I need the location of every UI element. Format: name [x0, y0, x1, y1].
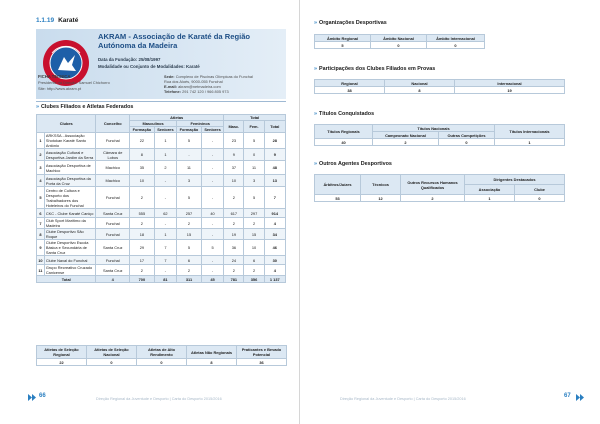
cell-fs: 40 [201, 209, 223, 218]
cell-masc: 617 [224, 209, 244, 218]
tit-outras-header: Outras Competições [439, 132, 495, 139]
cell-ms: - [154, 218, 176, 229]
cell-fem: 0 [244, 149, 264, 161]
club-name: Associação Desportiva da Porta da Cruz [44, 175, 96, 187]
ag-arbitros-value: 53 [315, 195, 361, 202]
cell-total: 30 [264, 256, 285, 265]
section-title [36, 17, 78, 24]
cell-mf: 17 [130, 256, 155, 265]
part-nacional-header: Nacional [385, 80, 455, 87]
cell-mf: 22 [130, 133, 155, 149]
titulos-heading-text: Títulos Conquistados [319, 111, 375, 117]
participacoes-heading-text: Participações dos Clubes Filiados em Provas [319, 66, 436, 72]
orgs-heading-text: Organizações Desportivas [319, 20, 387, 26]
ag-arbitros-header: Árbitros/Juízes [315, 175, 361, 195]
cell-mf: 2 [130, 265, 155, 276]
cell-ff: 5 [177, 187, 202, 209]
association-name: AKRAM - Associação de Karaté da Região Autónoma da Madeira [98, 32, 251, 50]
orgs-internacional-value: 0 [427, 42, 485, 49]
ag-outros-header: Outros Recursos Humanos Qualificados [401, 175, 465, 195]
table-row [37, 265, 286, 276]
participacoes-heading: » Participações dos Clubes Filiados em Provas [314, 66, 436, 72]
cell-total: 28 [264, 133, 285, 149]
foundation-date: Data da Fundação: 25/08/1997 [98, 57, 161, 62]
cell-fs: - [201, 229, 223, 240]
sel-regional-value: 22 [37, 359, 87, 366]
table-row [37, 209, 286, 218]
concelho-cell: Funchal [96, 218, 130, 229]
cell-fem: 11 [244, 161, 264, 175]
club-name: Club Sport Marítimo da Madeira [44, 218, 96, 229]
table-row [37, 218, 286, 229]
col-total: Total [264, 121, 285, 133]
tit-internacionais-header: Títulos Internacionais [495, 125, 565, 139]
part-internacional-value: 19 [455, 87, 565, 94]
titulos-table [314, 124, 565, 146]
row-number: 10 [38, 257, 43, 263]
cell-mf: 18 [130, 229, 155, 240]
cell-total: 9 [264, 149, 285, 161]
total-masc: 781 [224, 276, 244, 283]
table-row [37, 256, 286, 265]
part-internacional-header: Internacional [455, 80, 565, 87]
cell-masc: 9 [224, 149, 244, 161]
tit-campeonato-header: Campeonato Nacional [373, 132, 439, 139]
total-ms: 81 [154, 276, 176, 283]
agentes-heading-text: Outros Agentes Desportivos [319, 161, 392, 167]
cell-fem: 2 [244, 265, 264, 276]
table-row [37, 229, 286, 240]
cell-ms: - [154, 265, 176, 276]
total-fs: 45 [201, 276, 223, 283]
cell-fs: - [201, 187, 223, 209]
row-number: 2 [37, 149, 45, 161]
cell-ff: 257 [177, 209, 202, 218]
cell-fs: - [201, 149, 223, 161]
cell-fem: 297 [244, 209, 264, 218]
concelho-cell: Funchal [96, 229, 130, 240]
cell-mf: 8 [130, 149, 155, 161]
sede-label: Sede: [164, 74, 175, 79]
tit-outras-value: 0 [439, 139, 495, 146]
ag-tecnicos-value: 12 [361, 195, 401, 202]
table-row [37, 175, 286, 187]
page-chevron-icon [576, 393, 585, 402]
clubs-heading: » Clubes Filiados e Atletas Federados [36, 104, 134, 110]
part-nacional-value: 8 [385, 87, 455, 94]
cell-ff: 2 [177, 218, 202, 229]
part-regional-value: 38 [315, 87, 385, 94]
col-total-group: Total [224, 115, 286, 121]
cell-masc: 24 [224, 256, 244, 265]
club-name: Associação Cultural e Desportiva Jardim da Serra [44, 149, 96, 161]
cell-masc: 19 [224, 229, 244, 240]
cell-total: 914 [264, 209, 285, 218]
left-footer-text: Direção Regional da Juventude e Desporto | Carta do Desporto 2015/2016 [96, 397, 222, 401]
clubs-heading-text: Clubes Filiados e Atletas Federados [41, 104, 134, 110]
sede-value: Complexo de Piscinas Olímpicas do Funchal [175, 74, 253, 79]
address: Rua dos Aloés, 9000-055 Funchal [164, 79, 223, 84]
club-name: Grupo Recreativo Cruzado Canicense [44, 265, 96, 276]
cell-mf: 10 [130, 175, 155, 187]
tit-internacionais-value: 1 [495, 139, 565, 146]
total-fem: 356 [244, 276, 264, 283]
row-number: 3 [37, 161, 45, 175]
cell-masc: 2 [224, 218, 244, 229]
cell-ms: 62 [154, 209, 176, 218]
concelho-cell: Funchal [96, 187, 130, 209]
cell-total: 13 [264, 175, 285, 187]
club-name: CKC - Clube Karaté Caniço [44, 209, 96, 218]
concelho-cell: Santa Cruz [96, 265, 130, 276]
cell-total: 34 [264, 229, 285, 240]
orgs-nacional-value: 0 [371, 42, 427, 49]
cell-fem: 5 [244, 187, 264, 209]
row-number: 7 [37, 218, 45, 229]
cell-fs: - [201, 133, 223, 149]
right-page [300, 0, 600, 424]
total-label: Total [37, 276, 96, 283]
table-row [37, 240, 286, 256]
sel-nacional-value: 0 [87, 359, 137, 366]
orgs-nacional-header: Âmbito Nacional [371, 35, 427, 42]
cell-masc: 2 [224, 265, 244, 276]
agentes-table [314, 174, 565, 202]
ag-outros-value: 2 [401, 195, 465, 202]
concelho-cell: Santa Cruz [96, 209, 130, 218]
part-regional-header: Regional [315, 80, 385, 87]
ag-associacao-value: 1 [465, 195, 515, 202]
sel-nacional-header: Atletas de Seleção Nacional [87, 346, 137, 359]
cell-fem: 5 [244, 133, 264, 149]
cell-ff: 15 [177, 229, 202, 240]
participacoes-table [314, 79, 565, 94]
cell-fem: 3 [244, 175, 264, 187]
email-link[interactable]: akram@netmadeira.com [178, 84, 221, 89]
club-name: Clube Desportivo Escola Básica e Secundária de Santa Cruz [44, 240, 96, 256]
orgs-heading: » Organizações Desportivas [314, 20, 387, 26]
row-number: 11 [37, 265, 45, 276]
cell-masc: 2 [224, 187, 244, 209]
email-label: E-mail: [164, 84, 177, 89]
website-link[interactable]: Site: http://www.akram.pt [38, 86, 82, 91]
table-row [37, 161, 286, 175]
selection-table [36, 345, 287, 366]
clubs-table [36, 114, 286, 283]
cell-fs: - [201, 218, 223, 229]
cell-mf: 555 [130, 209, 155, 218]
col-femininos: Femininos [177, 121, 224, 127]
cell-mf: 35 [130, 161, 155, 175]
cell-masc: 23 [224, 133, 244, 149]
nao-regionais-value: 8 [187, 359, 237, 366]
cell-ff: 6 [177, 256, 202, 265]
cell-ms: - [154, 187, 176, 209]
titulos-heading: » Títulos Conquistados [314, 111, 375, 117]
page-chevron-icon [28, 393, 37, 402]
club-name: ARKSSA - Associação Shotokan Karaté Santo António [44, 133, 96, 149]
president: Presidente da Direção: Samuel Chichorro [38, 80, 110, 85]
cell-ff: 5 [177, 133, 202, 149]
tit-nacionais-header: Títulos Nacionais [373, 125, 495, 132]
section-number: 1.1.19 [36, 17, 55, 24]
modality: Modalidade ou Conjunto de Modalidades: Karaté [98, 64, 200, 69]
cell-fem: 10 [244, 240, 264, 256]
cell-fs: - [201, 161, 223, 175]
alto-rendimento-value: 0 [137, 359, 187, 366]
club-name: Clube Desportivo São Roque [44, 229, 96, 240]
cell-fs: - [201, 175, 223, 187]
ag-clube-value: 0 [515, 195, 565, 202]
total-concelho: 4 [96, 276, 130, 283]
cell-ms: 7 [154, 240, 176, 256]
tit-regionais-value: 40 [315, 139, 373, 146]
concelho-cell: Machico [96, 175, 130, 187]
right-page-number: 67 [564, 393, 571, 399]
sel-regional-header: Atletas de Seleção Regional [37, 346, 87, 359]
cell-ff: - [177, 149, 202, 161]
left-page-number: 66 [39, 393, 46, 399]
col-masc-seniores: Seniores [154, 127, 176, 133]
col-masc-formacao: Formação [130, 127, 155, 133]
section-name: Karaté [58, 17, 79, 24]
cell-ms: 1 [154, 229, 176, 240]
cell-fem: 15 [244, 229, 264, 240]
col-clubes: Clubes [37, 115, 96, 133]
cell-ff: 2 [177, 265, 202, 276]
col-fem-formacao: Formação [177, 127, 202, 133]
cell-masc: 36 [224, 240, 244, 256]
col-atletas: Atletas [130, 115, 224, 121]
ag-clube-header: Clube [515, 185, 565, 195]
right-footer-text: Direção Regional da Juventude e Desporto | Carta do Desporto 2015/2016 [340, 397, 466, 401]
orgs-regional-value: 5 [315, 42, 371, 49]
tit-campeonato-value: 2 [373, 139, 439, 146]
cell-total: 7 [264, 187, 285, 209]
cell-total: 4 [264, 265, 285, 276]
row-number: 1 [37, 133, 45, 149]
row-number: 8 [37, 229, 45, 240]
total-mf: 700 [130, 276, 155, 283]
cell-fem: 6 [244, 256, 264, 265]
row-number: 4 [37, 175, 45, 187]
cell-ms: 1 [154, 133, 176, 149]
cell-ms: 2 [154, 161, 176, 175]
cell-fs: - [201, 265, 223, 276]
concelho-cell: Santa Cruz [96, 240, 130, 256]
club-name: Clube Naval do Funchal [44, 256, 96, 265]
phone-value: 291 742 120 / 966 805 973 [182, 89, 229, 94]
orgs-regional-header: Âmbito Regional [315, 35, 371, 42]
cell-ff: 11 [177, 161, 202, 175]
ag-tecnicos-header: Técnicos [361, 175, 401, 195]
row-number: 6 [37, 209, 45, 218]
club-name: Centro de Cultura e Desporto dos Trabalhadores dos Hoteleiros do Funchal [44, 187, 96, 209]
cell-fs: 5 [201, 240, 223, 256]
cell-fs: - [201, 256, 223, 265]
cell-masc: 37 [224, 161, 244, 175]
cell-ff: 5 [177, 240, 202, 256]
praticantes-value: 36 [237, 359, 287, 366]
total-total: 1 137 [264, 276, 285, 283]
cell-masc: 10 [224, 175, 244, 187]
concelho-cell: Funchal [96, 256, 130, 265]
nao-regionais-header: Atletas Não Regionais [187, 346, 237, 359]
card-divider [36, 101, 286, 102]
cell-mf: 2 [130, 187, 155, 209]
table-row [37, 133, 286, 149]
col-masc: Masc. [224, 121, 244, 133]
alto-rendimento-header: Atletas de Alto Rendimento [137, 346, 187, 359]
orgs-table [314, 34, 485, 49]
cell-ms: 7 [154, 256, 176, 265]
phone-label: Telefone: [164, 89, 182, 94]
table-row [37, 149, 286, 161]
tit-regionais-header: Títulos Regionais [315, 125, 373, 139]
cell-total: 46 [264, 240, 285, 256]
technical-sheet-heading: FICHA TÉCNICA [38, 74, 71, 79]
col-fem: Fem. [244, 121, 264, 133]
table-row [37, 187, 286, 209]
ag-associacao-header: Associação [465, 185, 515, 195]
col-masculinos: Masculinos [130, 121, 177, 127]
cell-mf: 2 [130, 218, 155, 229]
col-concelho: Concelho [96, 115, 130, 133]
row-number: 9 [37, 240, 45, 256]
club-name: Associação Desportiva de Machico [44, 161, 96, 175]
col-fem-seniores: Seniores [201, 127, 223, 133]
praticantes-header: Praticantes e Bevado Potencial [237, 346, 287, 359]
cell-ms: - [154, 175, 176, 187]
total-ff: 311 [177, 276, 202, 283]
technical-sheet [36, 74, 286, 100]
ag-dirigentes-header: Dirigentes Destacados [465, 175, 565, 185]
cell-total: 48 [264, 161, 285, 175]
cell-total: 4 [264, 218, 285, 229]
agentes-heading: » Outros Agentes Desportivos [314, 161, 392, 167]
cell-ms: 1 [154, 149, 176, 161]
cell-ff: 3 [177, 175, 202, 187]
cell-mf: 29 [130, 240, 155, 256]
orgs-internacional-header: Âmbito Internacional [427, 35, 485, 42]
total-row [37, 276, 286, 283]
concelho-cell: Funchal [96, 133, 130, 149]
cell-fem: 2 [244, 218, 264, 229]
concelho-cell: Machico [96, 161, 130, 175]
row-number: 5 [37, 187, 45, 209]
concelho-cell: Câmara de Lobos [96, 149, 130, 161]
